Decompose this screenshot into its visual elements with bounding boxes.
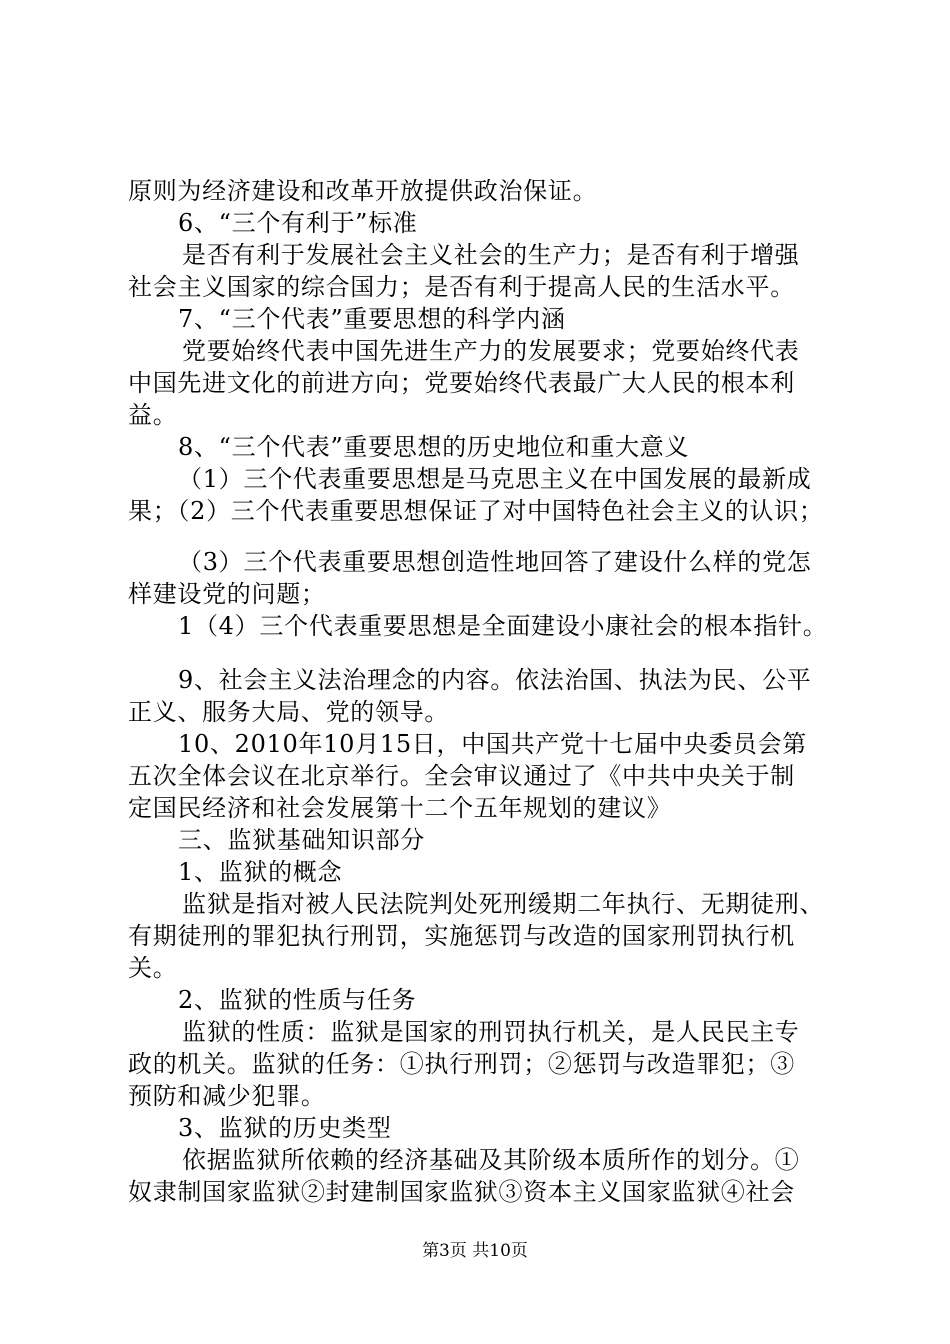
text-line: 中国先进文化的前进方向；党要始终代表最广大人民的根本利	[128, 369, 795, 397]
text-line: 奴隶制国家监狱②封建制国家监狱③资本主义国家监狱④社会	[128, 1178, 795, 1206]
text-line: （1）三个代表重要思想是马克思主义在中国发展的最新成	[178, 465, 812, 493]
section-heading: 1、监狱的概念	[178, 858, 343, 886]
section-heading: 8、“三个代表”重要思想的历史地位和重大意义	[178, 433, 690, 461]
section-heading: 6、“三个有利于”标准	[178, 209, 418, 237]
text-line: 五次全体会议在北京举行。全会审议通过了《中共中央关于制	[128, 762, 795, 790]
text-line: 有期徒刑的罪犯执行刑罚，实施惩罚与改造的国家刑罚执行机	[128, 922, 795, 950]
text-line: 样建设党的问题；	[128, 580, 326, 608]
text-line: 原则为经济建设和改革开放提供政治保证。	[128, 177, 598, 205]
text-line: 依据监狱所依赖的经济基础及其阶级本质所作的划分。①	[182, 1146, 800, 1174]
section-heading: 3、监狱的历史类型	[178, 1114, 392, 1142]
section-heading: 2、监狱的性质与任务	[178, 986, 417, 1014]
text-line: 果；（2）三个代表重要思想保证了对中国特色社会主义的认识；	[128, 497, 824, 525]
section-heading: 9、社会主义法治理念的内容。依法治国、执法为民、公平	[178, 666, 812, 694]
text-line: 益。	[128, 401, 178, 429]
section-heading: 10、2010年10月15日，中国共产党十七届中央委员会第	[178, 730, 807, 758]
text-line: 监狱是指对被人民法院判处死刑缓期二年执行、无期徒刑、	[182, 890, 825, 918]
text-line: 社会主义国家的综合国力；是否有利于提高人民的生活水平。	[128, 273, 795, 301]
text-line: （3）三个代表重要思想创造性地回答了建设什么样的党怎	[178, 548, 812, 576]
text-line: 1（4）三个代表重要思想是全面建设小康社会的根本指针。	[178, 612, 828, 640]
section-heading: 7、“三个代表”重要思想的科学内涵	[178, 305, 566, 333]
text-line: 预防和减少犯罪。	[128, 1082, 326, 1110]
text-line: 关。	[128, 954, 178, 982]
text-line: 政的机关。监狱的任务：①执行刑罚；②惩罚与改造罪犯；③	[128, 1050, 795, 1078]
text-line: 定国民经济和社会发展第十二个五年规划的建议》	[128, 794, 672, 822]
text-line: 正义、服务大局、党的领导。	[128, 698, 450, 726]
text-line: 党要始终代表中国先进生产力的发展要求；党要始终代表	[182, 337, 800, 365]
page-footer: 第3页 共10页	[422, 1241, 528, 1261]
text-line: 监狱的性质：监狱是国家的刑罚执行机关，是人民民主专	[182, 1018, 800, 1046]
section-heading: 三、监狱基础知识部分	[178, 826, 425, 854]
text-line: 是否有利于发展社会主义社会的生产力；是否有利于增强	[182, 241, 800, 269]
